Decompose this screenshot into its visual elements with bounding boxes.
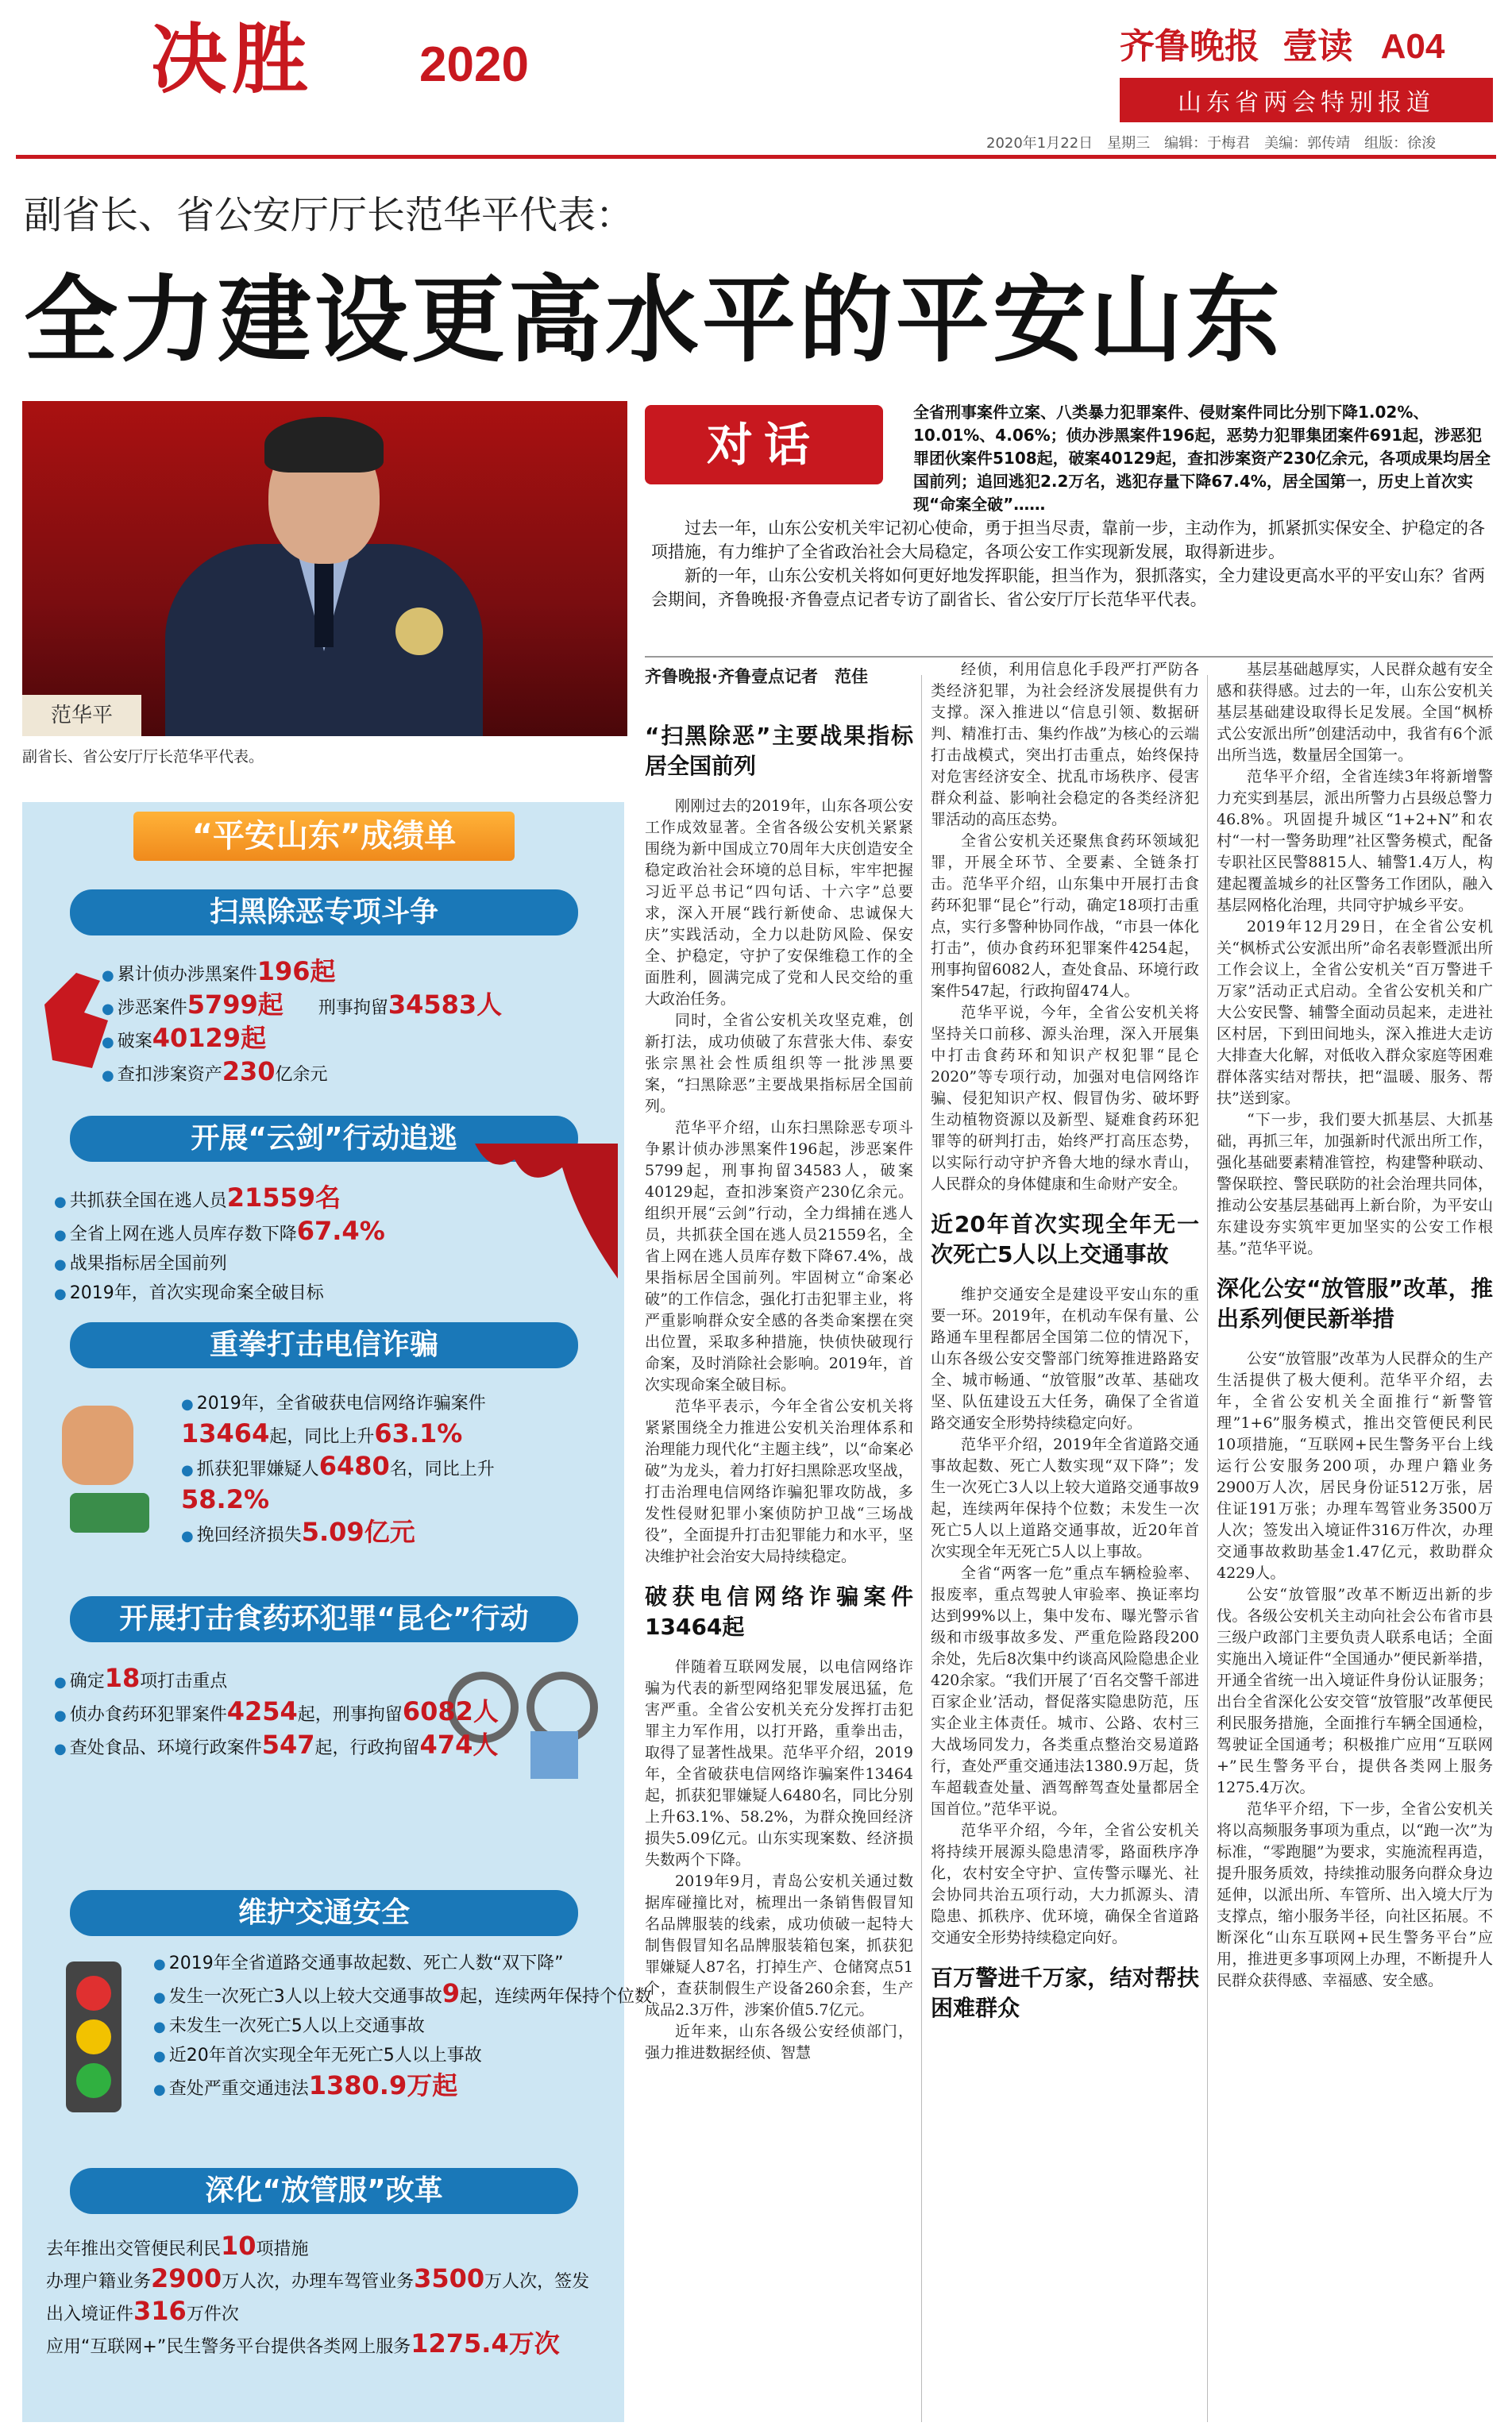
paragraph: 公安“放管服”改革不断迈出新的步伐。各级公安机关主动向社会公布省市县三级户政部门主要负责人联系电话；全面实施出入境证件“全国通办”便民新举措，开通全省统一出入境证件身份认证服务；出台全省深化公安交管“放管服”改革便民利民服务措施，全面推行车辆全国通检，驾驶证全国通考；积极推广应用“互联网+”民生警务平台，提供各类网上服务1275.4万次。	[1217, 1586, 1493, 1796]
brand-name: 壹读	[1282, 26, 1353, 67]
article-column-2	[931, 659, 1199, 2038]
section-head: 开展“云剑”行动追逃	[70, 1116, 578, 1162]
list-item: ● 查处食品、环境行政案件547起，行政拘留474人	[54, 1730, 499, 1764]
list-item: 去年推出交管便民利民10项措施	[46, 2231, 309, 2261]
masthead-logo: 决胜	[151, 14, 313, 104]
scorecard-sidebar	[22, 802, 652, 2422]
paragraph: 全省“两客一危”重点车辆检验率、报废率，重点驾驶人审验率、换证率均达到99%以上，集中发布、曝光警示省级和市级事故多发、严重危险路段200余处，先后8次集中约谈高风险隐患企业420余家。“我们开展了‘百名交警千部进百家企业’活动，督促落实隐患防范，压实企业主体责任。城市、公路、农村三大战场同发力，各类重点整治交易道路行，查处严重交通违法1380.9万起，货车超载查处量、酒驾醉驾查处量都居全国首位。”范华平说。	[931, 1564, 1199, 1818]
list-item: ● 未发生一次死亡5人以上交通事故	[153, 2012, 652, 2042]
paragraph: 维护交通安全是建设平安山东的重要一环。2019年，在机动车保有量、公路通车里程都居全国第二位的情况下，山东各级公安交警部门统筹推进路路安全、城市畅通、“放管服”改革、基础攻坚、队伍建设五大任务，确保了全省道路交通安全形势持续稳定向好。	[931, 1286, 1199, 1432]
list-item: ● 确定18项打击重点	[54, 1664, 499, 1697]
column-divider	[1207, 675, 1208, 2422]
paragraph: 范华平表示，今年全省公安机关将紧紧围绕全力推进公安机关治理体系和治理能力现代化“主题主线”，以“命案必破”为龙头，着力打好扫黑除恶攻坚战，打击治理电信网络诈骗犯罪攻防战，多发性侵财犯罪小案侦防护卫战“三场战役”，全面提升打击犯罪能力和水平，坚决维护社会治安大局持续稳定。	[645, 1398, 913, 1565]
list-item: ● 涉恶案件5799起 刑事拘留34583人	[102, 990, 502, 1024]
byline: 齐鲁晚报·齐鲁壹点记者 范佳	[645, 667, 868, 686]
paragraph: 范华平介绍，山东扫黑除恶专项斗争累计侦办涉黑案件196起，涉恶案件5799起，刑事拘留34583人，破案40129起，查扣涉案资产230亿余元。组织开展“云剑”行动，全力缉捕在逃人员，共抓获全国在逃人员21559名，全省上网在逃人员库存数下降67.4%，战果指标居全国前列。牢固树立“命案必破”的工作信念，强化打击犯罪主业，将严重影响群众安全感的各类命案摆在突出位置，采取多种措施，快侦快破现行命案，及时消除社会影响。2019年，首次实现命案全破目标。	[645, 1119, 913, 1394]
column-divider	[921, 675, 922, 2422]
section-subhead: 百万警进千万家，结对帮扶困难群众	[931, 1965, 1199, 2021]
list-item: ● 抓获犯罪嫌疑人6480名，同比上升	[181, 1452, 495, 1485]
section-head: 开展打击食药环犯罪“昆仑”行动	[70, 1596, 578, 1642]
list-item: ● 挽回经济损失5.09亿元	[181, 1518, 495, 1551]
portrait-photo	[22, 401, 627, 736]
subtitle: 副省长、省公安厅厅长范华平代表：	[24, 193, 634, 237]
paragraph: 伴随着互联网发展，以电信网络诈骗为代表的新型网络犯罪发展迅猛，危害严重。全省公安机关充分发挥打击犯罪主力军作用，以打开路，重拳出击，取得了显著性战果。范华平介绍，2019年，全省破获电信网络诈骗案件13464起，抓获犯罪嫌疑人6480名，同比分别上升63.1%、58.2%，为群众挽回经济损失5.09亿元。山东实现案数、经济损失数两个下降。	[645, 1658, 913, 1869]
paragraph: 全省公安机关还聚焦食药环领域犯罪，开展全环节、全要素、全链条打击。范华平介绍，山东集中开展打击食药环犯罪“昆仑”行动，确定18项打击重点，实行多警种协同作战，“市县一体化打击”，侦办食药环犯罪案件4254起，刑事拘留6082人，查处食品、环境行政案件547起，行政拘留474人。	[931, 832, 1199, 1000]
list-item-cont: 58.2%	[181, 1484, 270, 1514]
section-items	[54, 1183, 385, 1309]
masthead-right	[1120, 17, 1493, 122]
paragraph: 范华平介绍，今年，全省公安机关将持续开展源头隐患清零，路面秩序净化，农村安全守护、宣传警示曝光、社会协同共治五项行动，大力抓源头、清隐患、抓秩序、优环境，确保全省道路交通安全形势持续稳定向好。	[931, 1822, 1199, 1946]
handcuffed-hand-icon	[38, 1390, 173, 1541]
section-items	[54, 1664, 499, 1764]
section-head: 深化“放管服”改革	[70, 2168, 578, 2214]
intro-paragraph: 过去一年，山东公安机关牢记初心使命，勇于担当尽责，靠前一步，主动作为，抓紧抓实保安全、护稳定的各项措施，有力维护了全省政治社会大局稳定，各项公安工作实现新发展，取得新进步。	[651, 519, 1485, 561]
photo-tie	[314, 560, 334, 647]
article-column-1	[645, 699, 913, 2064]
issue-meta: 2020年1月22日 星期三 编辑：于梅君 美编：郭传靖 组版：徐浚	[986, 135, 1437, 152]
photo-nameplate: 范华平	[22, 695, 141, 736]
list-item: ● 查处严重交通违法1380.9万起	[153, 2071, 652, 2104]
section-subhead: 深化公安“放管服”改革，推出系列便民新举措	[1217, 1275, 1493, 1332]
header-rule	[16, 155, 1496, 159]
section-items	[102, 957, 502, 1090]
paragraph: 同时，全省公安机关攻坚克难，创新打法，成功侦破了东营张大伟、泰安张宗黑社会性质组织等一批涉黑要案，“扫黑除恶”主要战果指标居全国前列。	[645, 1012, 913, 1115]
paragraph: 公安“放管服”改革为人民群众的生产生活提供了极大便利。范华平介绍，去年，全省公安机关全面推行“新警管理”1+6”服务模式，推出交管便民利民10项措施，“互联网+民生警务平台上线运行公安服务200项，办理户籍业务2900万人次，居民身份证512万张，居住证191万张；办理车驾管业务3500万人次；签发出入境证件316万件次，办理交通事故救助基金1.47亿元，救助群众4229人。	[1217, 1350, 1493, 1582]
paragraph: 范华平介绍，全省连续3年将新增警力充实到基层，派出所警力占县级总警力46.8%。巩固提升城区“1+2+N”和农村“一村一警务助理”社区警务模式，配备专职社区民警8815人、辅警1.4万人，构建起覆盖城乡的社区警务工作团队，融入基层网格化治理，共同守护城乡平安。	[1217, 768, 1493, 914]
special-report-banner: 山东省两会特别报道	[1120, 78, 1493, 122]
paragraph: 范华平说，今年，全省公安机关将坚持关口前移、源头治理，深入开展集中打击食药环和知识产权犯罪“昆仑2020”等专项行动，加强对电信网络诈骗、侵犯知识产权、假冒伪劣、破坏野生动植物资源以及新型、疑难食药环犯罪等的研判打击，始终严打高压态势，以实际行动守护齐鲁大地的绿水青山，人民群众的身体健康和生命财产安全。	[931, 1004, 1199, 1193]
masthead-brand-row	[1120, 17, 1493, 68]
scorecard-title: “平安山东”成绩单	[133, 812, 515, 861]
section-items	[153, 1950, 652, 2104]
section-items	[181, 1390, 495, 1551]
photo-hair	[264, 417, 384, 473]
page-number: A04	[1380, 27, 1445, 66]
list-item-cont: 13464起，同比上升63.1%	[181, 1418, 463, 1448]
paper-name: 齐鲁晚报	[1120, 26, 1259, 67]
section-subhead: 近20年首次实现全年无一次死亡5人以上交通事故	[931, 1211, 1199, 1267]
article-column-3	[1217, 659, 1493, 1992]
dialog-tag: 对话	[645, 405, 883, 484]
list-item: ● 全省上网在逃人员库存数下降67.4%	[54, 1217, 385, 1250]
section-subhead: “扫黑除恶”主要战果指标居全国前列	[645, 723, 913, 779]
list-item: ● 2019年，首次实现命案全破目标	[54, 1279, 385, 1309]
paragraph: 2019年12月29日，在全省公安机关“枫桥式公安派出所”命名表彰暨派出所工作会议上，全省公安机关“百万警进千万家”活动正式启动。全省公安机关和广大公安民警、辅警全面动员起来，走进社区村居，下到田间地头，深入推进大走访大排查大化解，对低收入群众家庭等困难群体落实结对帮扶，把“温暖、服务、帮扶”送到家。	[1217, 918, 1493, 1107]
article-intro	[651, 516, 1493, 611]
list-item: ● 战果指标居全国前列	[54, 1250, 385, 1279]
paragraph: 范华平介绍，2019年全省道路交通事故起数、死亡人数实现“双下降”；发生一次死亡3人以上较大道路交通事故9起，连续两年保持个位数；未发生一次死亡5人以上道路交通事故，近20年首次实现全年无死亡5人以上事故。	[931, 1436, 1199, 1560]
section-subhead: 破获电信网络诈骗案件13464起	[645, 1583, 913, 1640]
section-items	[46, 2231, 594, 2362]
list-item: 应用“互联网+”民生警务平台提供各类网上服务1275.4万次	[46, 2328, 560, 2359]
paragraph: 近年来，山东各级公安经侦部门，强力推进数据经侦、智慧	[645, 2023, 913, 2062]
list-item: ● 发生一次死亡3人以上较大交通事故9起，连续两年保持个位数	[153, 1979, 652, 2012]
police-badge-icon	[395, 608, 443, 655]
curtain-icon	[467, 1144, 618, 1286]
list-item: ● 近20年首次实现全年无死亡5人以上事故	[153, 2042, 652, 2071]
list-item: ● 侦办食药环犯罪案件4254起，刑事拘留6082人	[54, 1697, 499, 1730]
paragraph: 经侦，利用信息化手段严打严防各类经济犯罪，为社会经济发展提供有力支撑。深入推进以“信息引领、数据研判、精准打击、集约作战”为核心的云端打击战模式，突出打击重点，始终保持对危害经济安全、扰乱市场秩序、侵害群众利益、影响社会稳定的各类经济犯罪活动的高压态势。	[931, 661, 1199, 828]
list-item: ● 2019年全省道路交通事故起数、死亡人数“双下降”	[153, 1950, 652, 1979]
list-item: ● 查扣涉案资产230亿余元	[102, 1057, 502, 1090]
list-item: ● 共抓获全国在逃人员21559名	[54, 1183, 385, 1217]
photo-caption: 副省长、省公安厅厅长范华平代表。	[22, 748, 264, 766]
intro-paragraph: 新的一年，山东公安机关将如何更好地发挥职能，担当作为，狠抓落实，全力建设更高水平的平安山东？省两会期间，齐鲁晚报·齐鲁壹点记者专访了副省长、省公安厅厅长范华平代表。	[651, 566, 1485, 609]
section-head: 重拳打击电信诈骗	[70, 1322, 578, 1368]
paragraph: 基层基础越厚实，人民群众越有安全感和获得感。过去的一年，山东公安机关基层基础建设取得长足发展。全国“枫桥式公安派出所”创建活动中，我省有6个派出所当选，数量居全国第一。	[1217, 661, 1493, 764]
list-item: ● 2019年，全省破获电信网络诈骗案件	[181, 1390, 495, 1419]
list-item: 办理户籍业务2900万人次，办理车驾管业务3500万人次，签发出入境证件316万件次	[46, 2263, 590, 2326]
key-stats-summary: 全省刑事案件立案、八类暴力犯罪案件、侵财案件同比分别下降1.02%、10.01%、4.06%；侦办涉黑案件196起，恶势力犯罪集团案件691起，涉恶犯罪团伙案件5108起，破案40129起，查扣涉案资产230亿余元，各项成果均居全国前列；追回逃犯2.2万名，逃犯存量下降67.4%，居全国第一，历史上首次实现“命案全破”……	[913, 403, 1491, 514]
list-item: ● 累计侦办涉黑案件196起	[102, 957, 502, 990]
list-item: ● 破案40129起	[102, 1024, 502, 1057]
paragraph: 刚刚过去的2019年，山东各项公安工作成效显著。全省各级公安机关紧紧围绕为新中国成立70周年大庆创造安全稳定政治社会环境的总目标，牢牢把握习近平总书记“四句话、十六字”总要求，深入开展“践行新使命、忠诚保大庆”实践活动，全力以赴防风险、保安全、护稳定，守护了安保维稳工作的全面胜利，圆满完成了党和人民交给的重大政治任务。	[645, 797, 913, 1008]
headline: 全力建设更高水平的平安山东	[24, 265, 1284, 375]
intro-divider	[645, 656, 1493, 658]
paragraph: “下一步，我们要大抓基层、大抓基础，再抓三年，加强新时代派出所工作，强化基础要素精准管控，构建警种联动、警保联控、警民联防的社会治理共同体，推动公安基层基础再上新台阶，为平安山东建设夯实筑牢更加坚实的公安工作根基。”范华平说。	[1217, 1111, 1493, 1257]
masthead-year: 2020	[419, 37, 529, 92]
traffic-light-icon	[34, 1946, 145, 2120]
paragraph: 2019年9月，青岛公安机关通过数据库碰撞比对，梳理出一条销售假冒知名品牌服装的线索，成功侦破一起特大制售假冒知名品牌服装箱包案，抓获犯罪嫌疑人87名，打掉生产、仓储窝点51个，查获制假生产设备260余套，生产成品2.3万件，涉案价值5.7亿元。	[645, 1873, 913, 2019]
paragraph: 范华平介绍，下一步，全省公安机关将以高频服务事项为重点，以“跑一次”为标准，“零跑腿”为要求，实施流程再造，提升服务质效，持续推动服务向群众身边延伸，以派出所、车管所、出入境大厅为支撑点，缩小服务半径，向社区拓展。不断深化“山东互联网+民生警务平台”应用，推进更多事项网上办理，不断提升人民群众获得感、幸福感、安全感。	[1217, 1800, 1493, 1989]
section-head: 维护交通安全	[70, 1890, 578, 1936]
section-head: 扫黑除恶专项斗争	[70, 889, 578, 935]
